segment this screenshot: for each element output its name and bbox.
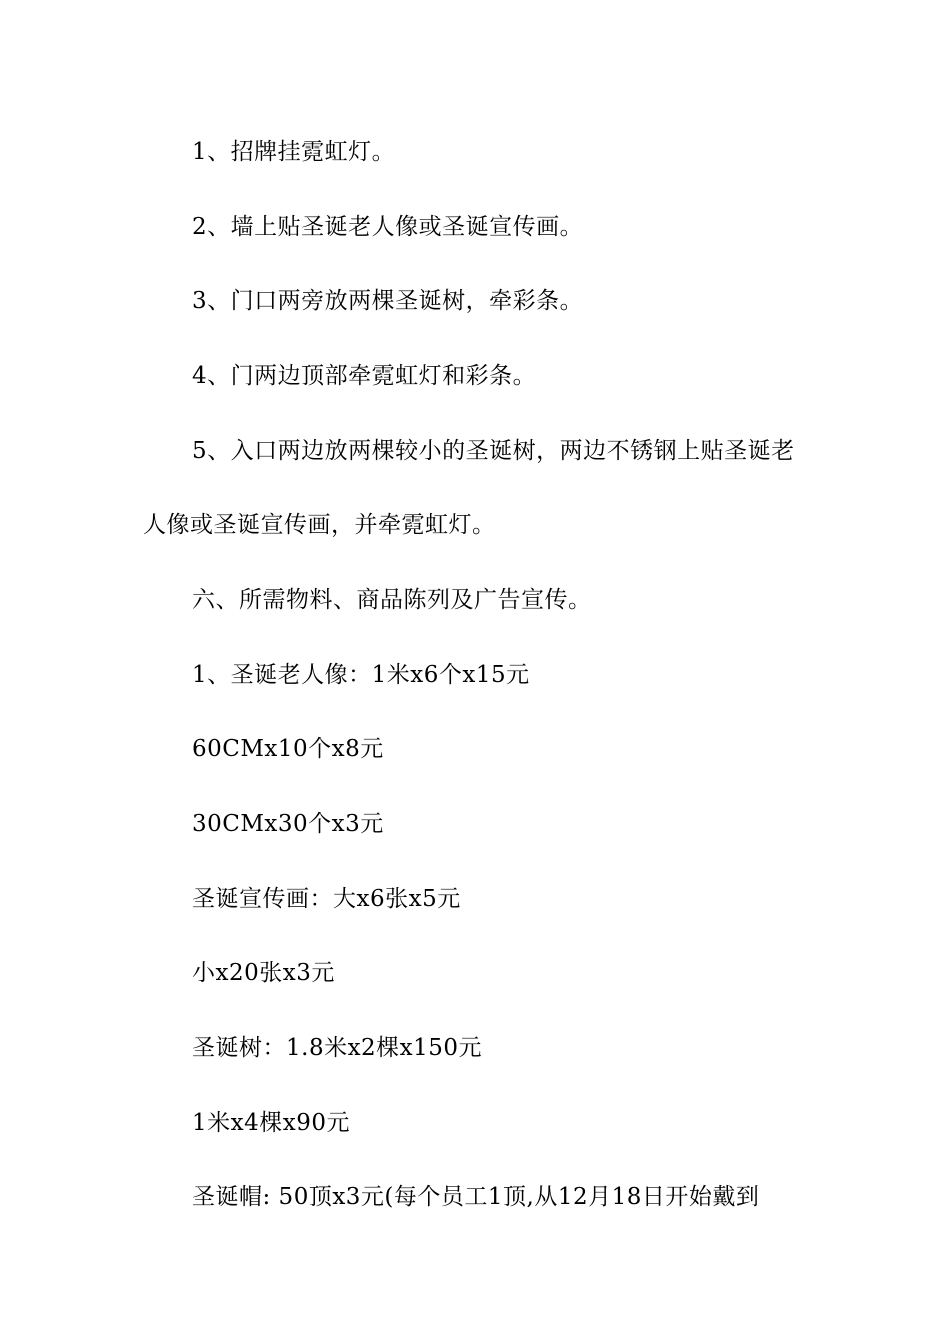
paragraph-line: 1、招牌挂霓虹灯。 <box>192 139 396 165</box>
list-item: 60CMx10个x8元 <box>192 736 384 762</box>
paragraph-line: 2、墙上贴圣诞老人像或圣诞宣传画。 <box>192 214 584 240</box>
list-item: 1米x4棵x90元 <box>192 1110 350 1136</box>
list-item: 圣诞宣传画：大x6张x5元 <box>192 886 461 912</box>
list-item: 小x20张x3元 <box>192 960 335 986</box>
list-item: 1、圣诞老人像：1米x6个x15元 <box>192 662 530 688</box>
list-item: 30CMx30个x3元 <box>192 811 384 837</box>
paragraph-line: 3、门口两旁放两棵圣诞树，牵彩条。 <box>192 288 584 314</box>
paragraph-line-continuation: 人像或圣诞宣传画，并牵霓虹灯。 <box>143 512 496 538</box>
list-item: 圣诞树：1.8米x2棵x150元 <box>192 1035 483 1061</box>
paragraph-line: 4、门两边顶部牵霓虹灯和彩条。 <box>192 363 537 389</box>
section-heading: 六、所需物料、商品陈列及广告宣传。 <box>192 587 592 613</box>
paragraph-line: 5、入口两边放两棵较小的圣诞树，两边不锈钢上贴圣诞老 <box>192 438 795 464</box>
list-item: 圣诞帽: 50顶x3元(每个员工1顶,从12月18日开始戴到 <box>192 1184 760 1210</box>
